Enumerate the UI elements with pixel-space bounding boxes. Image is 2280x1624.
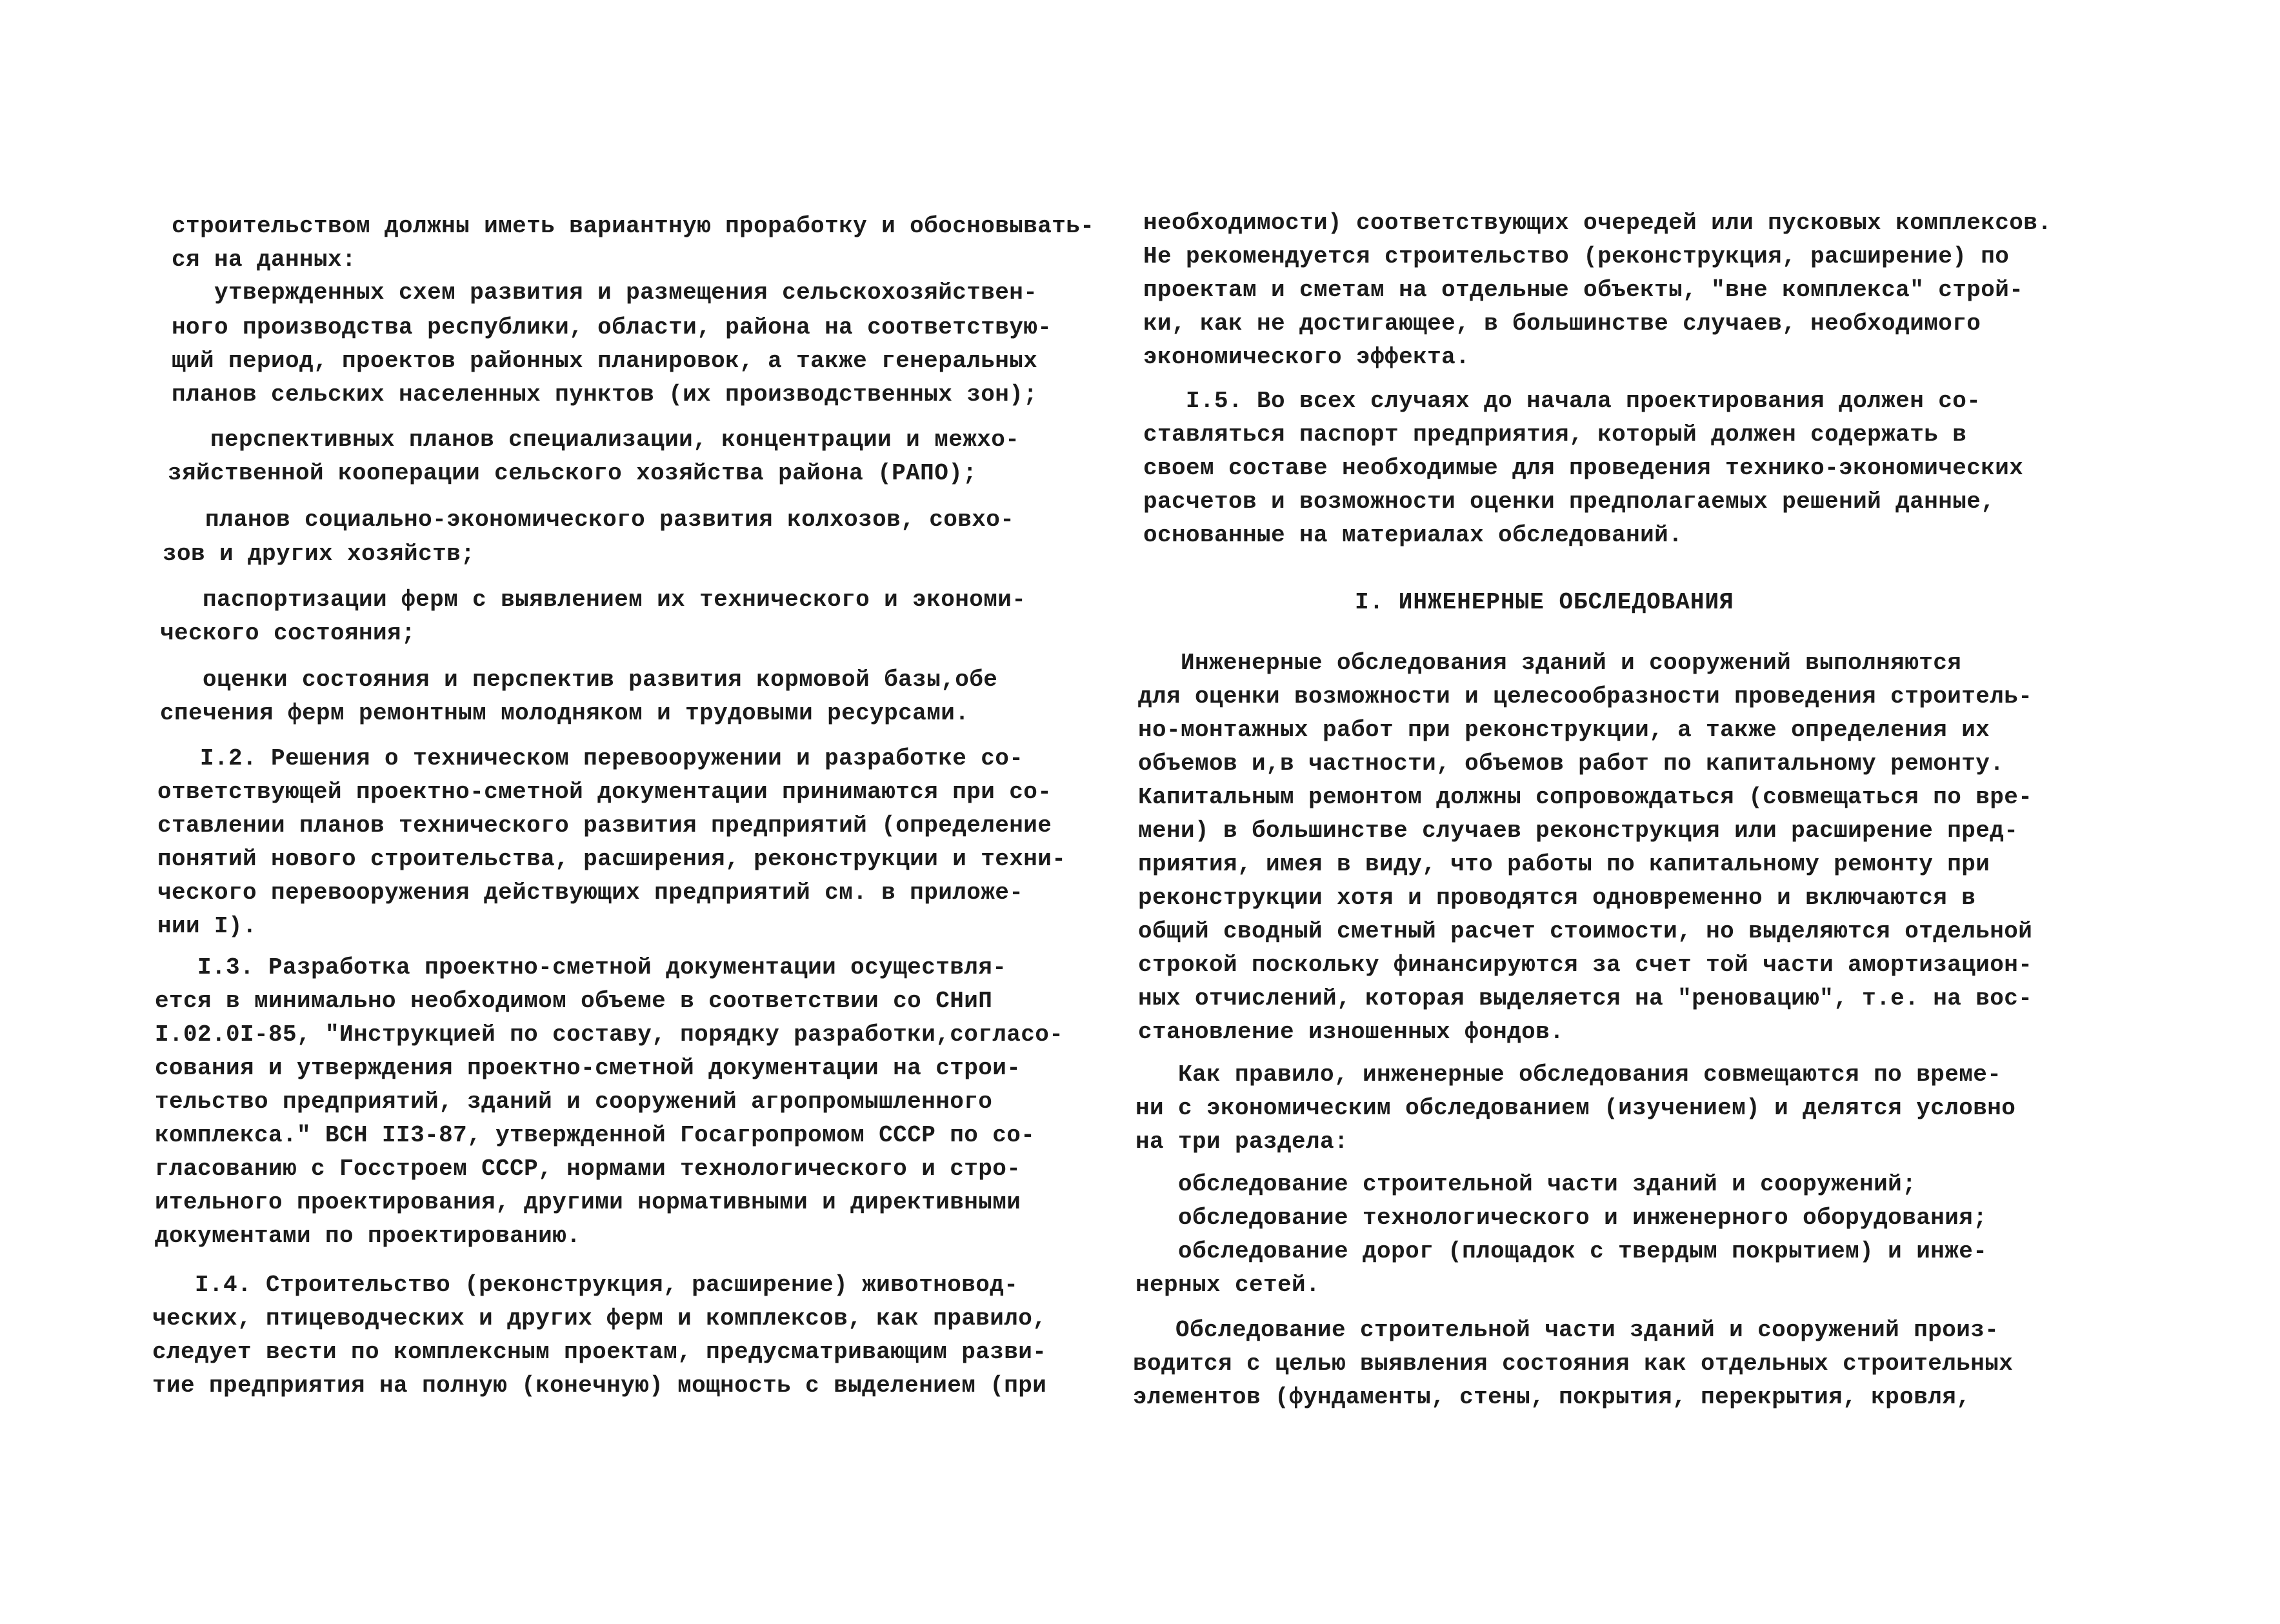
text-line: строкой поскольку финансируются за счет той части амортизацион- <box>1138 952 2033 978</box>
text-line: I.4. Строительство (реконструкция, расширение) животновод- <box>152 1272 1019 1298</box>
text-line: тельство предприятий, зданий и сооружений агропромышленного <box>155 1088 993 1115</box>
section-heading: I. ИНЖЕНЕРНЫЕ ОБСЛЕДОВАНИЯ <box>1355 589 1734 616</box>
text-line: нерных сетей. <box>1135 1272 1321 1298</box>
text-line: проектам и сметам на отдельные объекты, "вне комплекса" строй- <box>1143 277 2024 303</box>
text-line: объемов и,в частности, объемов работ по капитальному ремонту. <box>1138 750 2005 777</box>
text-line: но-монтажных работ при реконструкции, а также определения их <box>1138 717 1990 743</box>
text-line: перспективных планов специализации, концентрации и межхо- <box>168 426 1020 453</box>
text-line: планов социально-экономического развития колхозов, совхо- <box>163 506 1015 533</box>
text-line: зов и других хозяйств; <box>163 541 475 567</box>
text-line: для оценки возможности и целесообразности проведения строитель- <box>1138 683 2033 710</box>
text-line: ительного проектирования, другими нормативными и директивными <box>155 1189 1021 1216</box>
text-line: экономического эффекта. <box>1143 344 1470 370</box>
text-line: ного производства республики, области, района на соответствую- <box>172 314 1052 341</box>
text-line: утвержденных схем развития и размещения сельскохозяйствен- <box>172 279 1038 306</box>
text-line: понятий нового строительства, расширения, реконструкции и техни- <box>157 846 1066 872</box>
text-line: обследование строительной части зданий и сооружений; <box>1135 1171 1917 1198</box>
text-line: основанные на материалах обследований. <box>1143 522 1683 548</box>
text-line: I.02.0I-85, "Инструкцией по составу, порядку разработки,согласо- <box>155 1021 1064 1048</box>
text-line: ческого перевооружения действующих предприятий см. в приложе- <box>157 879 1024 906</box>
text-line: ных отчислений, которая выделяется на "реновацию", т.е. на вос- <box>1138 985 2033 1012</box>
text-line: следует вести по комплексным проектам, предусматривающим разви- <box>152 1339 1047 1365</box>
text-line: общий сводный сметный расчет стоимости, но выделяются отдельной <box>1138 918 2033 945</box>
text-line: Обследование строительной части зданий и сооружений произ- <box>1133 1317 1999 1343</box>
text-line: ется в минимально необходимом объеме в соответствии со СНиП <box>155 988 993 1014</box>
text-line: ческих, птицеводческих и других ферм и комплексов, как правило, <box>152 1305 1047 1332</box>
text-line: необходимости) соответствующих очередей или пусковых комплексов. <box>1143 210 2052 236</box>
text-line: оценки состояния и перспектив развития кормовой базы,обе <box>160 667 998 693</box>
text-line: спечения ферм ремонтным молодняком и трудовыми ресурсами. <box>160 700 970 727</box>
text-line: приятия, имея в виду, что работы по капитальному ремонту при <box>1138 851 1990 877</box>
text-line: I.5. Во всех случаях до начала проектирования должен со- <box>1143 388 1981 414</box>
text-line: I.2. Решения о техническом перевооружении и разработке со- <box>157 745 1024 772</box>
text-line: тие предприятия на полную (конечную) мощность с выделением (при <box>152 1372 1047 1399</box>
text-line: обследование технологического и инженерного оборудования; <box>1135 1205 1988 1231</box>
text-line: мени) в большинстве случаев реконструкция или расширение пред- <box>1138 817 2019 844</box>
text-line: зяйственной кооперации сельского хозяйства района (РАПО); <box>168 460 977 486</box>
text-line: становление изношенных фондов. <box>1138 1019 1565 1045</box>
text-line: нии I). <box>157 913 257 939</box>
text-line: ставлении планов технического развития предприятий (определение <box>157 812 1052 839</box>
text-line: гласованию с Госстроем СССР, нормами технологического и стро- <box>155 1156 1021 1182</box>
text-line: ся на данных: <box>172 246 357 273</box>
text-line: Капитальным ремонтом должны сопровождаться (совмещаться по вре- <box>1138 784 2033 810</box>
text-line: строительством должны иметь вариантную проработку и обосновывать- <box>172 213 1095 239</box>
text-line: ческого состояния; <box>160 620 416 647</box>
text-line: ответствующей проектно-сметной документации принимаются при со- <box>157 779 1052 805</box>
text-line: расчетов и возможности оценки предполагаемых решений данные, <box>1143 488 1995 515</box>
text-line: Как правило, инженерные обследования совмещаются по време- <box>1135 1061 2002 1088</box>
text-line: своем составе необходимые для проведения технико-экономических <box>1143 455 2024 481</box>
text-line: Инженерные обследования зданий и сооружений выполняются <box>1138 650 1962 676</box>
text-line: паспортизации ферм с выявлением их технического и экономи- <box>160 586 1026 613</box>
text-line: водится с целью выявления состояния как отдельных строительных <box>1133 1350 2014 1377</box>
text-line: реконструкции хотя и проводятся одновременно и включаются в <box>1138 885 1976 911</box>
text-line: ки, как не достигающее, в большинстве случаев, необходимого <box>1143 310 1981 337</box>
text-line: Не рекомендуется строительство (реконструкция, расширение) по <box>1143 243 2010 270</box>
text-line: щий период, проектов районных планировок, а также генеральных <box>172 348 1038 374</box>
text-line: сования и утверждения проектно-сметной документации на строи- <box>155 1055 1021 1081</box>
text-line: обследование дорог (площадок с твердым покрытием) и инже- <box>1135 1238 1988 1265</box>
text-line: ни с экономическим обследованием (изучением) и делятся условно <box>1135 1095 2016 1121</box>
text-line: ставляться паспорт предприятия, который должен содержать в <box>1143 421 1967 448</box>
text-line: документами по проектированию. <box>155 1223 581 1249</box>
text-line: элементов (фундаменты, стены, покрытия, перекрытия, кровля, <box>1133 1384 1971 1410</box>
text-line: планов сельских населенных пунктов (их производственных зон); <box>172 381 1038 408</box>
text-line: I.3. Разработка проектно-сметной документации осуществля- <box>155 954 1007 981</box>
text-line: на три раздела: <box>1135 1128 1349 1155</box>
text-line: комплекса." ВСН II3-87, утвержденной Госагропромом СССР по со- <box>155 1122 1035 1148</box>
